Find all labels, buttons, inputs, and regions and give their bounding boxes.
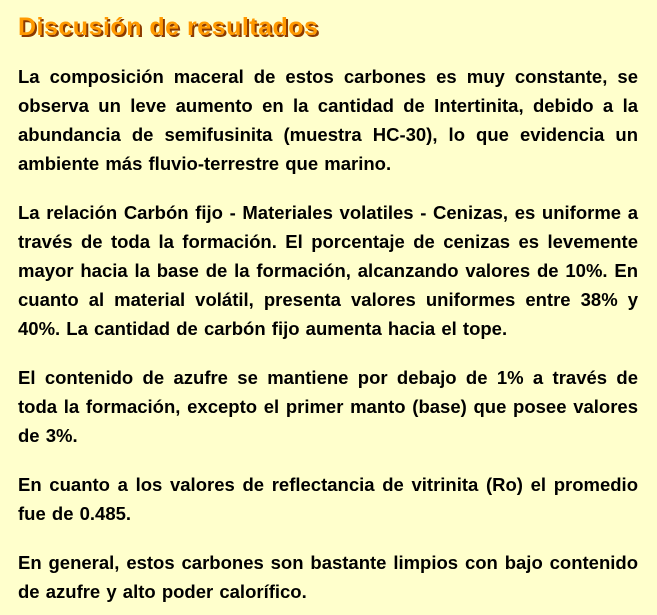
paragraph-fixed-carbon-ratio: La relación Carbón fijo - Materiales volatiles - Cenizas, es uniforme a través de toda la formación. El porcentaje de cenizas es levemente mayor hacia la base de la formación, alcanzando valores de 10%. En cuanto al material volátil, presenta valores uniformes entre 38% y 40%. La cantidad de carbón fijo aumenta hacia el tope. — [18, 202, 638, 339]
paragraph-maceral-composition: La composición maceral de estos carbones es muy constante, se observa un leve aumento en la cantidad de Intertinita, debido a la abundancia de semifusinita (muestra HC-30), lo que evidencia un ambiente más fluvio-terrestre que marino. — [18, 66, 638, 174]
page-title: Discusión de resultados — [18, 13, 319, 41]
paragraph-vitrinite-reflectance: En cuanto a los valores de reflectancia de vitrinita (Ro) el promedio fue de 0.485. — [18, 474, 638, 524]
paragraph-sulfur-content: El contenido de azufre se mantiene por debajo de 1% a través de toda la formación, excepto el primer manto (base) que posee valores de 3%. — [18, 367, 638, 446]
paragraph-general-conclusion: En general, estos carbones son bastante limpios con bajo contenido de azufre y alto poder calorífico. — [18, 552, 638, 602]
